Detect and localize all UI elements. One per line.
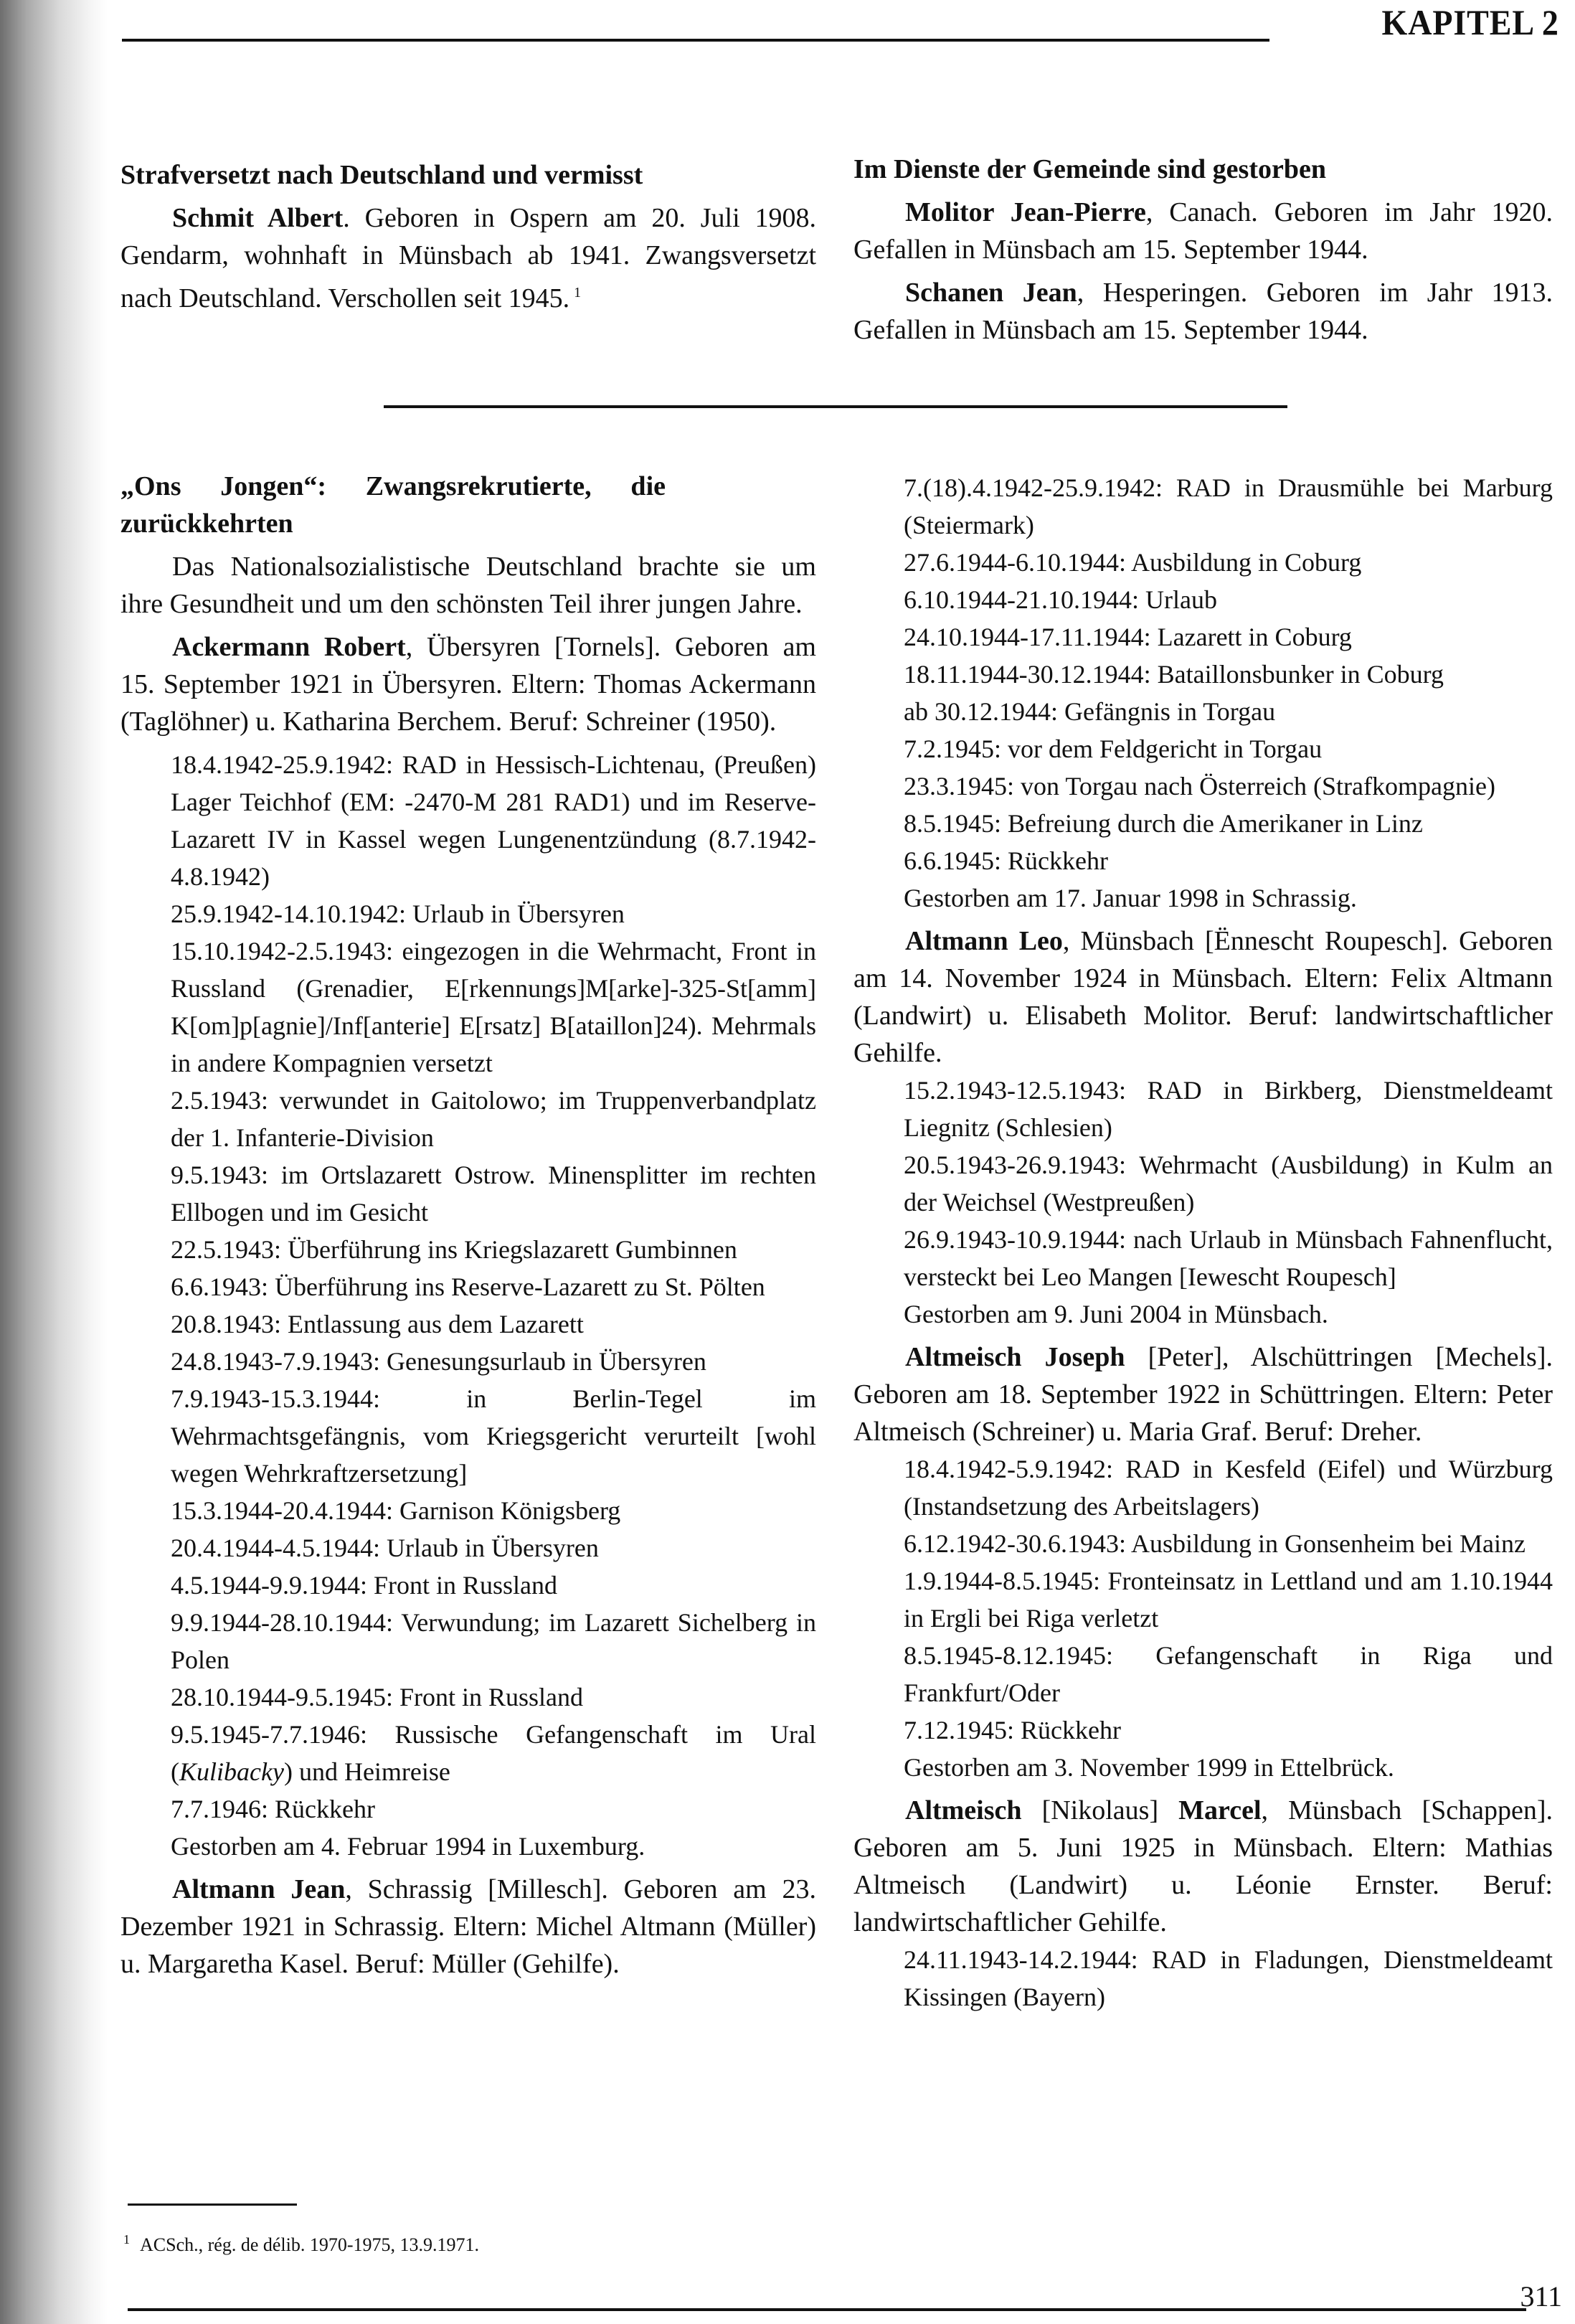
event: 18.11.1944-30.12.1944: Bataillonsbunker in Coburg xyxy=(904,660,1444,689)
event: 20.4.1944-4.5.1944: Urlaub in Übersyren xyxy=(171,1534,599,1562)
event: 2.5.1943: verwundet in Gaitolowo; im Truppenverbandplatz der 1. Infanterie-Division xyxy=(171,1086,816,1152)
event: 9.5.1943: im Ortslazarett Ostrow. Minensplitter im rechten Ellbogen und im Gesicht xyxy=(171,1161,816,1227)
person-name: Altmeisch Joseph xyxy=(905,1342,1125,1372)
event: 18.4.1942-5.9.1942: RAD in Kesfeld (Eifel) und Würzburg (Instandsetzung des Arbeitslagers) xyxy=(904,1455,1553,1521)
event: ab 30.12.1944: Gefängnis in Torgau xyxy=(904,697,1276,726)
event: 26.9.1943-10.9.1944: nach Urlaub in Münsbach Fahnenflucht, versteckt bei Leo Mangen [Iewescht Roupesch] xyxy=(904,1225,1553,1291)
entry-schanen xyxy=(853,274,1553,349)
event: 24.11.1943-14.2.1944: RAD in Fladungen, Dienstmeldeamt Kissingen (Bayern) xyxy=(904,1945,1553,2011)
event: 15.2.1943-12.5.1943: RAD in Birkberg, Dienstmeldeamt Liegnitz (Schlesien) xyxy=(904,1076,1553,1142)
entry-text: , Canach. Geboren im Jahr 1920. Gefallen in Münsbach am 15. September 1944. xyxy=(853,197,1553,265)
person-name: Molitor Jean-Pierre xyxy=(905,197,1146,227)
person-bio-altmeisch-joseph xyxy=(853,1338,1553,1450)
entry-schmit-albert xyxy=(120,199,816,317)
event: 27.6.1944-6.10.1944: Ausbildung in Coburg xyxy=(904,548,1362,577)
event: 24.10.1944-17.11.1944: Lazarett in Coburg xyxy=(904,623,1352,651)
event: 25.9.1942-14.10.1942: Urlaub in Übersyren xyxy=(171,899,625,928)
person-name: Altmann Jean xyxy=(172,1874,346,1904)
person-bio-ackermann xyxy=(120,628,816,740)
death-note: Gestorben am 9. Juni 2004 in Münsbach. xyxy=(904,1300,1328,1328)
person-bio-altmeisch-marcel xyxy=(853,1792,1553,1941)
footer-rule xyxy=(128,2308,1526,2311)
event: 7.12.1945: Rückkehr xyxy=(904,1716,1121,1744)
bio-text: , Münsbach [Ënnescht Roupesch]. Geboren am 14. November 1924 in Münsbach. Eltern: Felix Altmann (Landwirt) u. Elisabeth Molitor. Beruf: landwirtschaftlicher Gehilfe. xyxy=(853,926,1553,1068)
entry-text: , Hesperingen. Geboren im Jahr 1913. Gefallen in Münsbach am 15. September 1944. xyxy=(853,278,1553,345)
event: 28.10.1944-9.5.1945: Front in Russland xyxy=(171,1683,584,1711)
death-note: Gestorben am 4. Februar 1994 in Luxemburg. xyxy=(171,1832,645,1861)
bio-text: [Peter], Alschüttringen [Mechels]. Geboren am 18. September 1922 in Schüttringen. Eltern: Peter Altmeisch (Schreiner) u. Maria Graf. Beruf: Dreher. xyxy=(853,1342,1553,1447)
person-name: Schmit Albert xyxy=(172,203,344,233)
event: 9.9.1944-28.10.1944: Verwundung; im Lazarett Sichelberg in Polen xyxy=(171,1608,816,1674)
event: 7.7.1946: Rückkehr xyxy=(171,1795,375,1823)
person-name: Altmann Leo xyxy=(905,926,1063,956)
event: 6.12.1942-30.6.1943: Ausbildung in Gonsenheim bei Mainz xyxy=(904,1529,1526,1558)
event: 6.6.1943: Überführung ins Reserve-Lazarett zu St. Pölten xyxy=(171,1272,765,1301)
event: 20.5.1943-26.9.1943: Wehrmacht (Ausbildung) in Kulm an der Weichsel (Westpreußen) xyxy=(904,1151,1553,1217)
bio-text: , Schrassig [Millesch]. Geboren am 23. Dezember 1921 in Schrassig. Eltern: Michel Altmann (Müller) u. Margaretha Kasel. Beruf: Müller (Gehilfe). xyxy=(120,1874,817,1979)
event: 4.5.1944-9.9.1944: Front in Russland xyxy=(171,1571,558,1600)
person-bio-altmann-jean xyxy=(120,1871,816,1983)
event: 6.10.1944-21.10.1944: Urlaub xyxy=(904,585,1217,614)
event-text: ) und Heimreise xyxy=(283,1757,450,1786)
top-right-column xyxy=(853,151,1553,349)
event: 7.2.1945: vor dem Feldgericht in Torgau xyxy=(904,734,1323,763)
event: 22.5.1943: Überführung ins Kriegslazarett Gumbinnen xyxy=(171,1235,737,1264)
scan-edge-shadow xyxy=(0,0,108,2324)
person-bio-altmann-leo xyxy=(853,922,1553,1072)
event: 8.5.1945-8.12.1945: Gefangenschaft in Riga und Frankfurt/Oder xyxy=(904,1641,1553,1707)
section-heading-strafversetzt: Strafversetzt nach Deutschland und vermisst xyxy=(120,160,643,190)
event-text: 9.5.1945-7.7.1946: Russische Gefangenschaft im Ural ( xyxy=(171,1720,816,1786)
section-heading-gestorben: Im Dienste der Gemeinde sind gestorben xyxy=(853,154,1326,184)
footnote xyxy=(123,2232,479,2256)
event xyxy=(120,1716,816,1790)
entry-molitor xyxy=(853,194,1553,268)
section-divider xyxy=(384,405,1287,408)
chapter-title: KAPITEL 2 xyxy=(1381,2,1559,42)
event: 15.10.1942-2.5.1943: eingezogen in die Wehrmacht, Front in Russland (Grenadier, E[rkennungs]M[arke]-325-St[amm] K[om]p[agnie]/Inf[anterie] E[rsatz] B[ataillon]24). Mehrmals in andere Kompagnien versetzt xyxy=(171,937,816,1077)
place-name-italic: Kulibacky xyxy=(179,1757,284,1786)
person-name-part: Marcel xyxy=(1178,1795,1262,1825)
footnote-reference[interactable]: 1 xyxy=(574,285,582,301)
event: 6.6.1945: Rückkehr xyxy=(904,846,1108,875)
top-left-column xyxy=(120,156,816,317)
person-name: Schanen Jean xyxy=(905,278,1077,308)
entry-text: . Geboren in Ospern am 20. Juli 1908. Gendarm, wohnhaft in Münsbach ab 1941. Zwangsversetzt nach Deutschland. Verschollen seit 1945. xyxy=(120,203,816,313)
event: 8.5.1945: Befreiung durch die Amerikaner in Linz xyxy=(904,809,1423,838)
event: 7.(18).4.1942-25.9.1942: RAD in Drausmühle bei Marburg (Steiermark) xyxy=(904,473,1553,539)
footnote-mark: 1 xyxy=(123,2232,130,2247)
event: 18.4.1942-25.9.1942: RAD in Hessisch-Lichtenau, (Preußen) Lager Teichhof (EM: -2470-M 281 RAD1) und im Reserve-Lazarett IV in Kassel wegen Lungenentzündung (8.7.1942-4.8.1942) xyxy=(171,750,816,891)
name-middle: [Nikolaus] xyxy=(1021,1795,1179,1825)
footnote-text: ACSch., rég. de délib. 1970-1975, 13.9.1971. xyxy=(140,2234,480,2255)
bio-text: , Übersyren [Tornels]. Geboren am 15. September 1921 in Übersyren. Eltern: Thomas Ackermann (Taglöhner) u. Katharina Berchem. Beruf: Schreiner (1950). xyxy=(120,632,816,737)
death-note: Gestorben am 17. Januar 1998 in Schrassig. xyxy=(904,884,1357,912)
event: 1.9.1944-8.5.1945: Fronteinsatz in Lettland und am 1.10.1944 in Ergli bei Riga verletzt xyxy=(904,1567,1553,1633)
lower-left-column xyxy=(120,468,816,1983)
death-note: Gestorben am 3. November 1999 in Ettelbrück. xyxy=(904,1753,1394,1782)
event: 23.3.1945: von Torgau nach Österreich (Strafkompagnie) xyxy=(904,772,1495,800)
bio-text: , Münsbach [Schappen]. Geboren am 5. Juni 1925 in Münsbach. Eltern: Mathias Altmeisch (Landwirt) u. Léonie Ernster. Beruf: landwirtschaftlicher Gehilfe. xyxy=(853,1795,1553,1937)
person-name: Ackermann Robert xyxy=(172,632,406,662)
event: 24.8.1943-7.9.1943: Genesungsurlaub in Übersyren xyxy=(171,1347,706,1376)
section-intro: Das Nationalsozialistische Deutschland brachte sie um ihre Gesundheit und um den schönsten Teil ihrer jungen Jahre. xyxy=(120,552,816,619)
page-number: 311 xyxy=(1520,2280,1562,2313)
event: 7.9.1943-15.3.1944: in Berlin-Tegel im Wehrmachtsgefängnis, vom Kriegsgericht verurteilt [wohl wegen Wehrkraftzersetzung] xyxy=(171,1384,816,1488)
lower-right-column xyxy=(853,469,1553,2016)
section-heading-ons-jongen: „Ons Jongen“: Zwangsrekrutierte, die zurückkehrten xyxy=(120,471,666,539)
event: 15.3.1944-20.4.1944: Garnison Königsberg xyxy=(171,1496,621,1525)
footnote-rule xyxy=(128,2203,297,2206)
person-name-part: Altmeisch xyxy=(905,1795,1022,1825)
event: 20.8.1943: Entlassung aus dem Lazarett xyxy=(171,1310,584,1338)
header-rule xyxy=(122,39,1269,42)
